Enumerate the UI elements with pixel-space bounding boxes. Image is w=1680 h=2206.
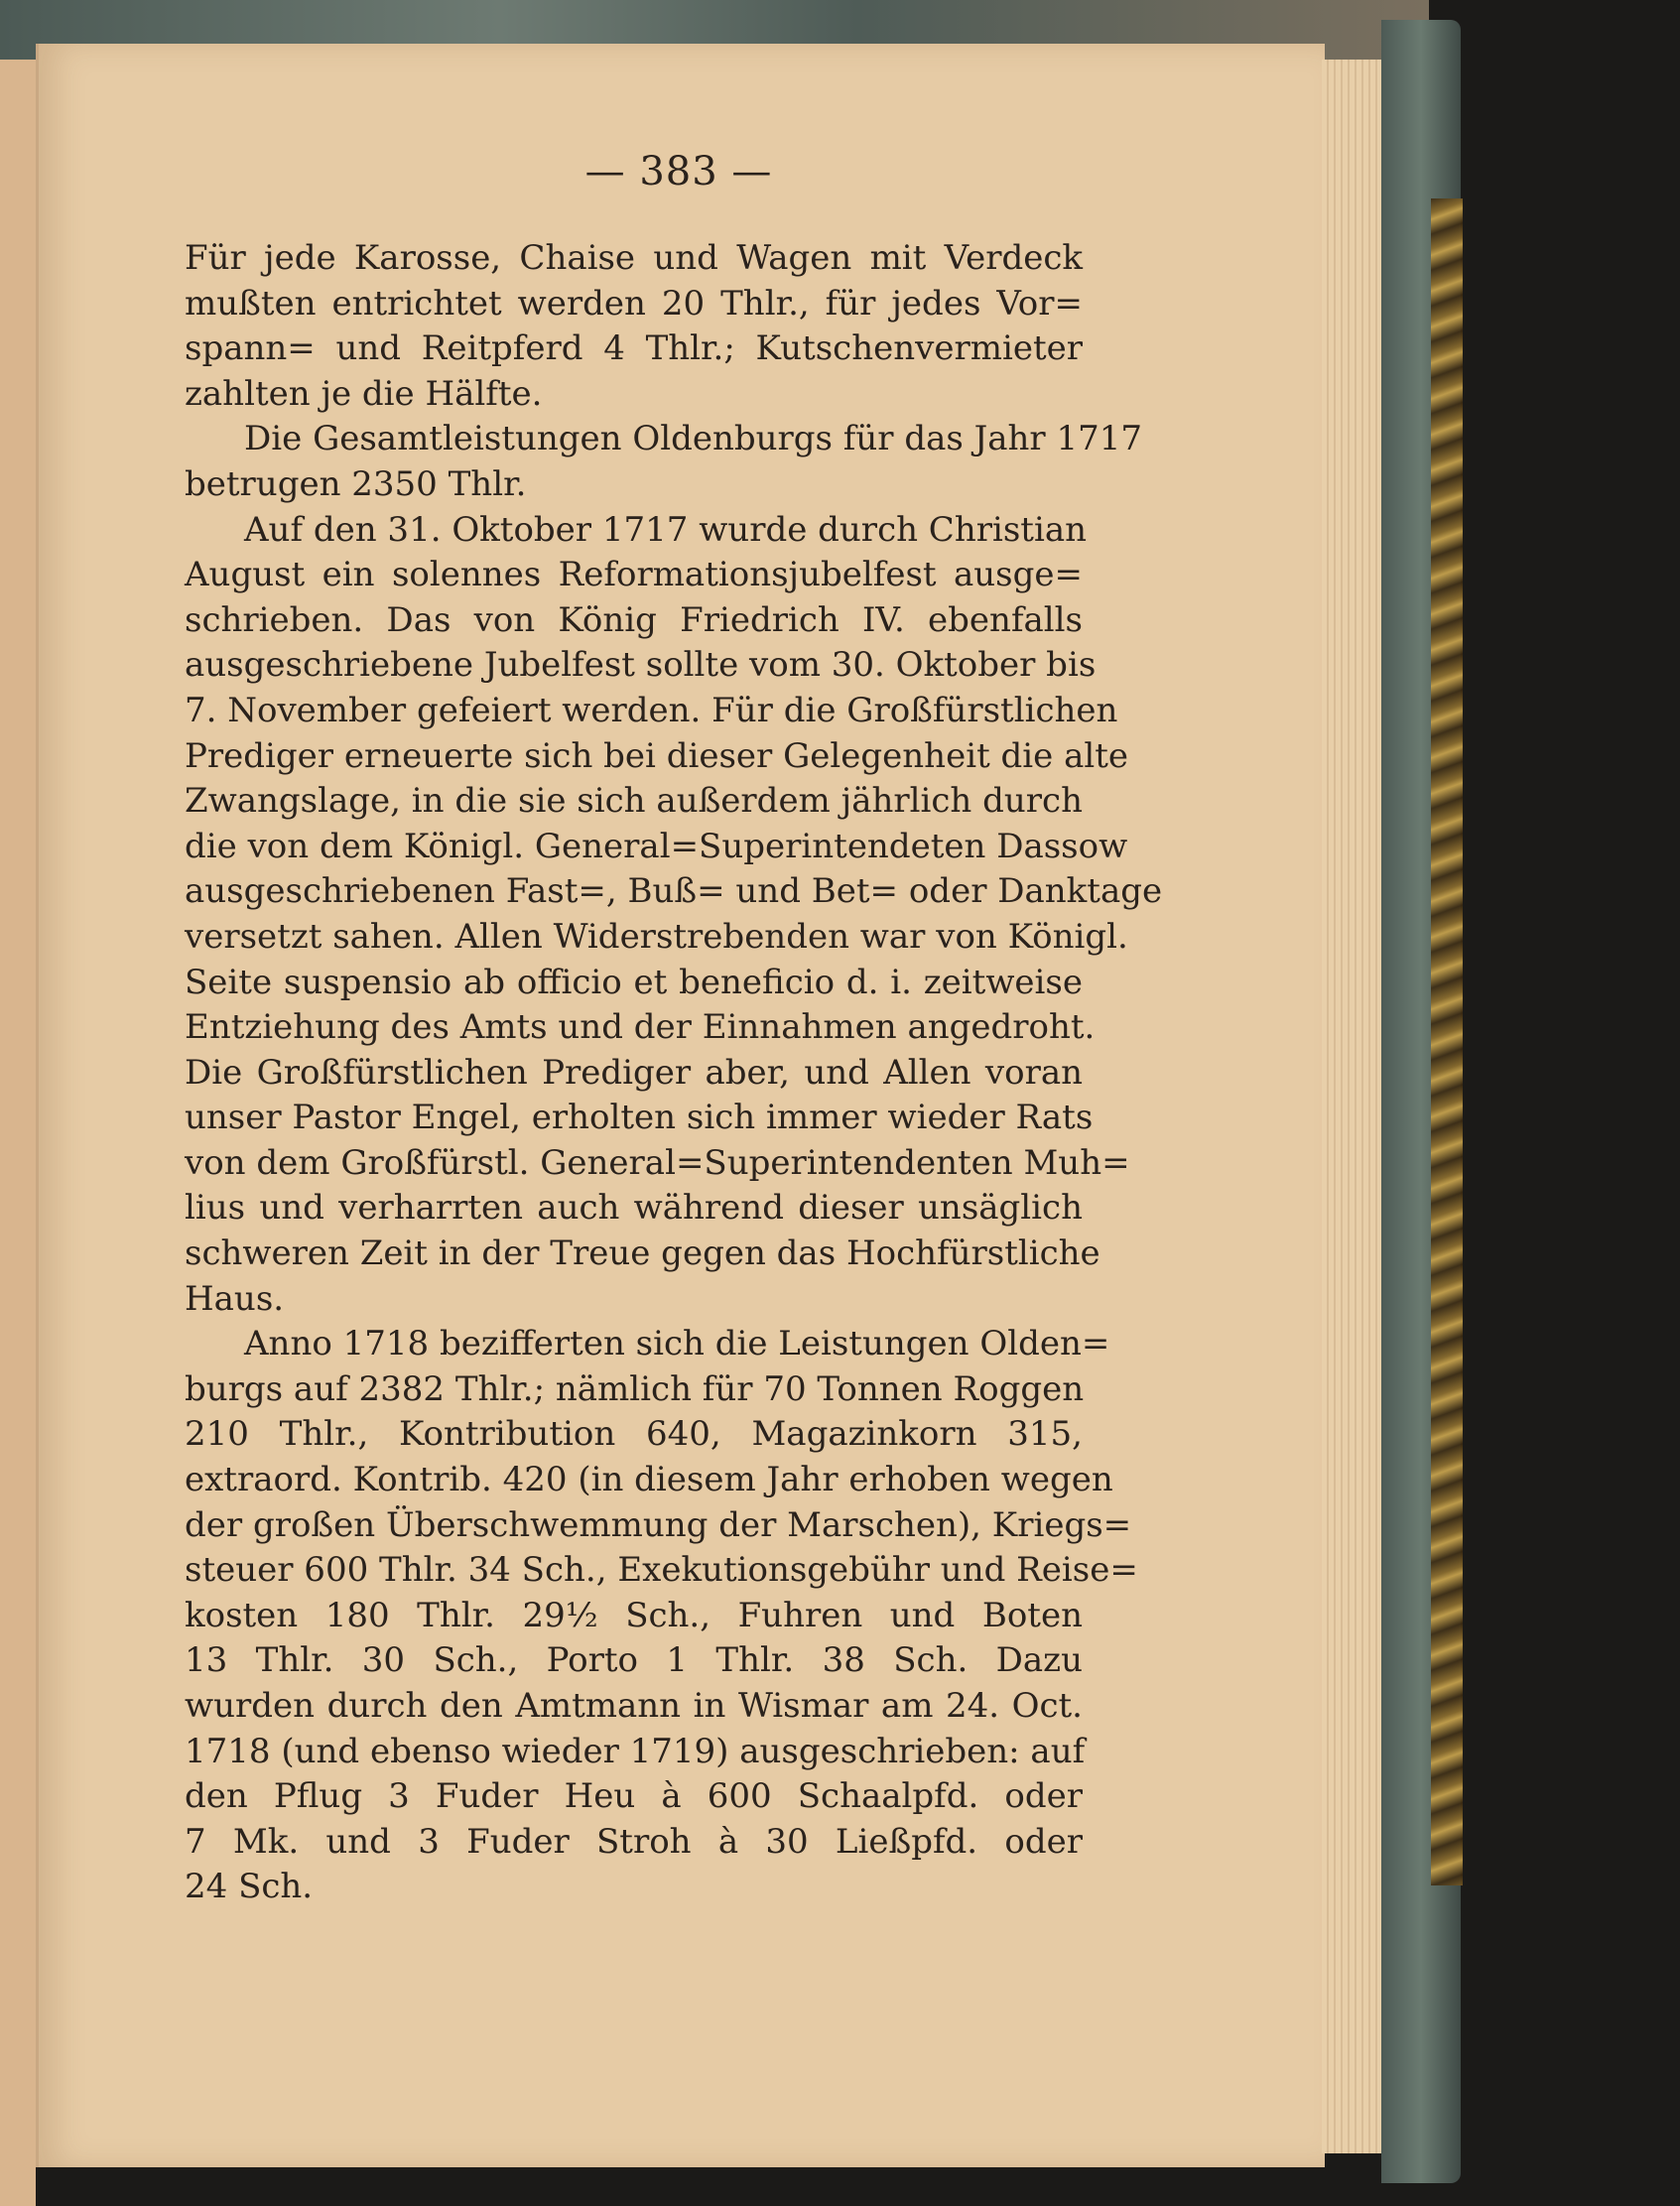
text-line: von dem Großfürstl. General=Superintendenten Muh= (185, 1142, 1130, 1183)
text-line: ausgeschriebenen Fast=, Buß= und Bet= oder Danktage (185, 871, 1163, 912)
text-line: Haus. (185, 1278, 285, 1319)
text-line: burgs auf 2382 Thlr.; nämlich für 70 Tonnen Roggen (185, 1368, 1085, 1409)
text-line: wurden durch den Amtmann in Wismar am 24. Oct. (185, 1686, 1083, 1726)
text-line: Auf den 31. Oktober 1717 wurde durch Christian (244, 509, 1088, 550)
text-line: Die Großfürstlichen Prediger aber, und Allen voran (185, 1052, 1083, 1093)
marbled-endpaper (1431, 198, 1463, 1885)
text-line: lius und verharrten auch während dieser unsäglich (185, 1188, 1083, 1229)
text-line: den Pflug 3 Fuder Heu à 600 Schaalpfd. oder (185, 1776, 1083, 1817)
text-line: schweren Zeit in der Treue gegen das Hochfürstliche (185, 1233, 1100, 1274)
text-line: 1718 (und ebenso wieder 1719) ausgeschrieben: auf (185, 1731, 1086, 1771)
page-stack-edges (1322, 60, 1381, 2153)
text-line: betrugen 2350 Thlr. (185, 463, 527, 504)
text-line: Für jede Karosse, Chaise und Wagen mit Verdeck (185, 238, 1083, 278)
text-line: unser Pastor Engel, erholten sich immer wieder Rats (185, 1098, 1094, 1138)
page-text-block (185, 236, 1163, 1910)
text-line: der großen Überschwemmung der Marschen), Kriegs= (185, 1504, 1132, 1545)
text-line: zahlten je die Hälfte. (185, 373, 543, 414)
text-line: schrieben. Das von König Friedrich IV. ebenfalls (185, 599, 1083, 640)
text-line: mußten entrichtet werden 20 Thlr., für jedes Vor= (185, 283, 1083, 324)
text-line: ausgeschriebene Jubelfest sollte vom 30. Oktober bis (185, 645, 1097, 686)
text-line: 13 Thlr. 30 Sch., Porto 1 Thlr. 38 Sch. Dazu (185, 1640, 1083, 1681)
text-line: Entziehung des Amts und der Einnahmen angedroht. (185, 1007, 1096, 1048)
text-line: Prediger erneuerte sich bei dieser Gelegenheit die alte (185, 735, 1129, 776)
text-line: Anno 1718 bezifferten sich die Leistungen Olden= (244, 1324, 1110, 1364)
text-line: spann= und Reitpferd 4 Thlr.; Kutschenvermieter (185, 328, 1083, 369)
text-line: versetzt sahen. Allen Widerstrebenden war von Königl. (185, 916, 1128, 957)
text-line: steuer 600 Thlr. 34 Sch., Exekutionsgebühr und Reise= (185, 1550, 1138, 1591)
text-line: 210 Thlr., Kontribution 640, Magazinkorn 315, (185, 1414, 1083, 1455)
text-line: 7 Mk. und 3 Fuder Stroh à 30 Ließpfd. oder (185, 1821, 1083, 1862)
text-line: Seite suspensio ab officio et beneficio d. i. zeitweise (185, 962, 1083, 1002)
text-line: die von dem Königl. General=Superintendeten Dassow (185, 826, 1128, 866)
text-line: Zwangslage, in die sie sich außerdem jährlich durch (185, 781, 1083, 822)
text-line: 24 Sch. (185, 1867, 314, 1907)
text-line: kosten 180 Thlr. 29½ Sch., Fuhren und Boten (185, 1595, 1083, 1635)
text-line: 7. November gefeiert werden. Für die Großfürstlichen (185, 690, 1118, 730)
text-line: extraord. Kontrib. 420 (in diesem Jahr erhoben wegen (185, 1460, 1113, 1500)
text-line: Die Gesamtleistungen Oldenburgs für das Jahr 1717 (244, 419, 1143, 459)
text-line: August ein solennes Reformationsjubelfest ausge= (185, 555, 1083, 595)
left-page-edge (0, 0, 36, 2206)
page-number: — 383 — (584, 149, 773, 195)
